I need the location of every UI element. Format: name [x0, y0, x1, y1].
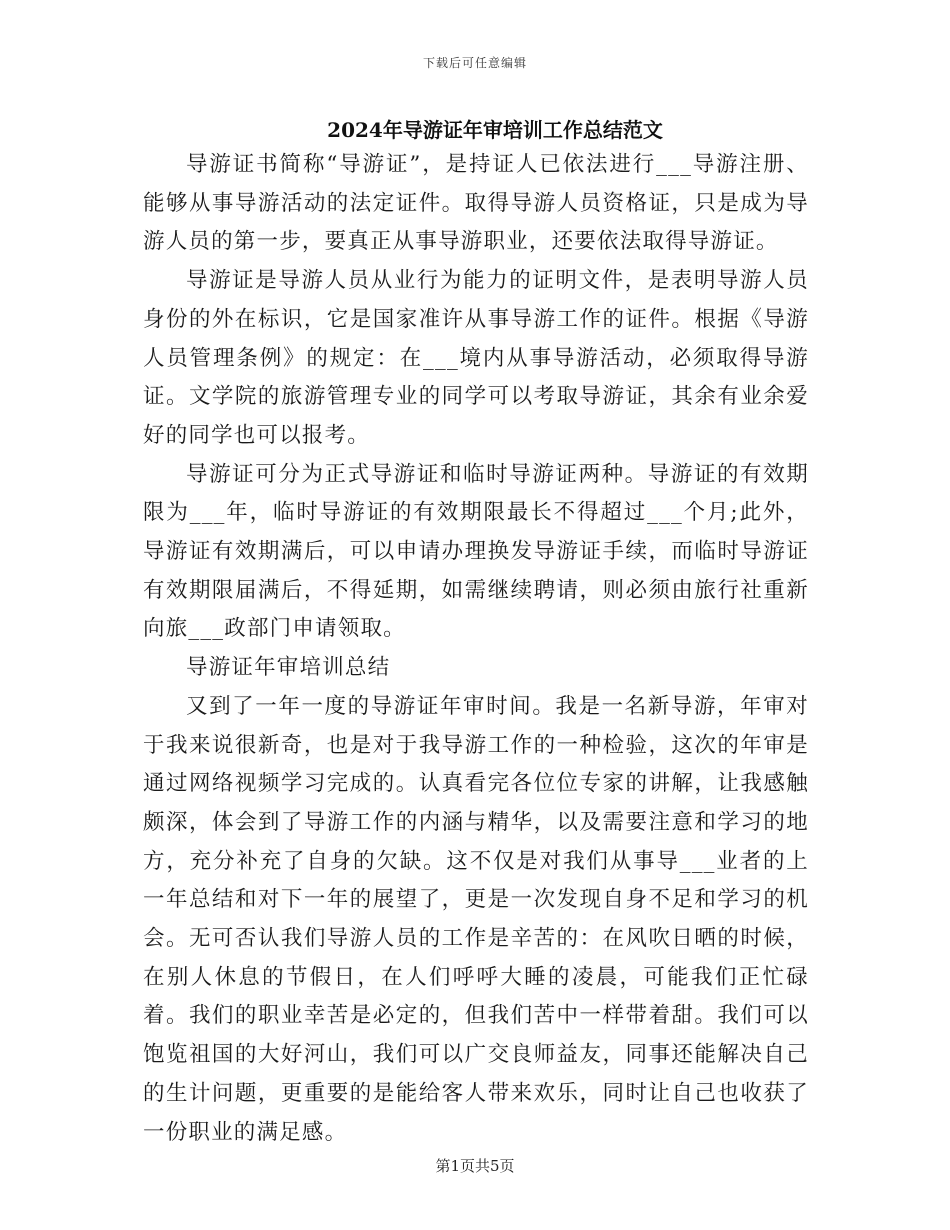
page-number: 第1页共5页 — [435, 1157, 515, 1175]
header-note: 下载后可任意编辑 — [422, 56, 527, 70]
section-heading: 导游证年审培训总结 — [186, 655, 391, 681]
document-body — [143, 146, 809, 1152]
document-title: 2024年导游证年审培训工作总结范文 — [327, 118, 663, 142]
paragraph: 导游证书简称“导游证”，是持证人已依法进行___导游注册、能够从事导游活动的法定证件。取得导游人员资格证，只是成为导游人员的第一步，要真正从事导游职业，还要依法取得导游证。 — [143, 152, 809, 255]
paragraph: 导游证是导游人员从业行为能力的证明文件，是表明导游人员身份的外在标识，它是国家准许从事导游工作的证件。根据《导游人员管理条例》的规定：在___境内从事导游活动，必须取得导游证。文学院的旅游管理专业的同学可以考取导游证，其余有业余爱好的同学也可以报考。 — [143, 268, 809, 448]
paragraph: 导游证可分为正式导游证和临时导游证两种。导游证的有效期限为___年，临时导游证的有效期限最长不得超过___个月;此外，导游证有效期满后，可以申请办理换发导游证手续，而临时导游证有效期限届满后，不得延期，如需继续聘请，则必须由旅行社重新向旅___政部门申请领取。 — [143, 461, 809, 642]
paragraph: 又到了一年一度的导游证年审时间。我是一名新导游，年审对于我来说很新奇，也是对于我导游工作的一种检验，这次的年审是通过网络视频学习完成的。认真看完各位位专家的讲解，让我感触颇深，体会到了导游工作的内涵与精华，以及需要注意和学习的地方，充分补充了自身的欠缺。这不仅是对我们从事导___业者的上一年总结和对下一年的展望了，更是一次发现自身不足和学习的机会。无可否认我们导游人员的工作是辛苦的：在风吹日晒的时候，在别人休息的节假日，在人们呼呼大睡的凌晨，可能我们正忙碌着。我们的职业幸苦是必定的，但我们苦中一样带着甜。我们可以饱览祖国的大好河山，我们可以广交良师益友，同事还能解决自己的生计问题，更重要的是能给客人带来欢乐，同时让自己也收获了一份职业的满足感。 — [143, 693, 809, 1145]
